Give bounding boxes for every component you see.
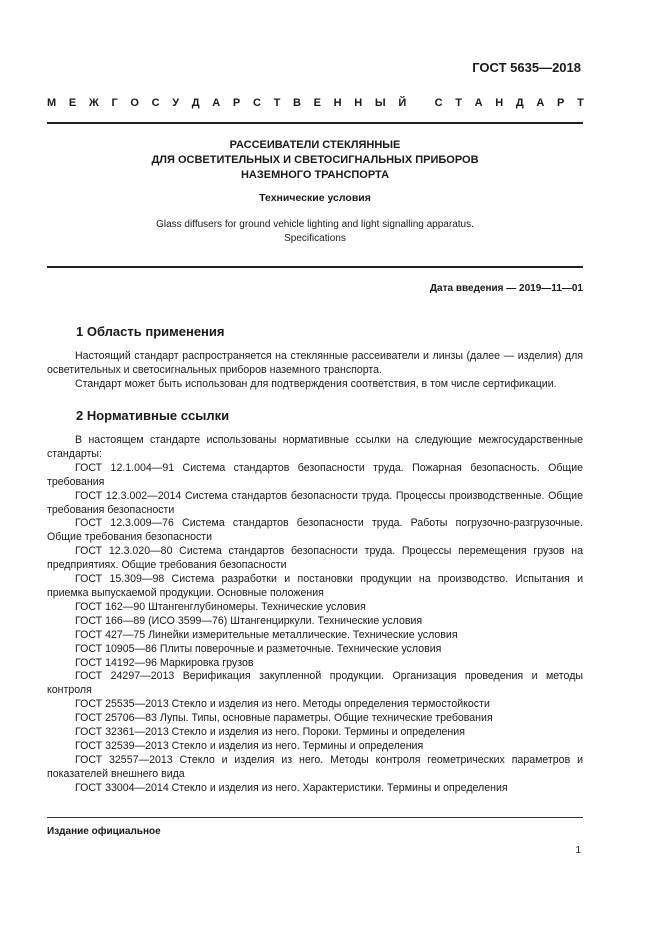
paragraph: В настоящем стандарте использованы нормативные ссылки на следующие межгосударственные стандарты: <box>47 434 583 460</box>
band-letter: Г <box>111 97 118 109</box>
band-letter: Е <box>313 97 321 109</box>
band-letter: Р <box>232 97 241 109</box>
paragraph: Стандарт может быть использован для подтверждения соответствия, в том числе сертификации. <box>75 377 557 390</box>
band-letter: Й <box>398 97 407 109</box>
band-letter: В <box>292 97 301 109</box>
section-heading: 2 Нормативные ссылки <box>76 408 230 423</box>
title-block <box>47 138 583 183</box>
english-title-line: Specifications <box>284 233 346 244</box>
title-line: ДЛЯ ОСВЕТИТЕЛЬНЫХ И СВЕТОСИГНАЛЬНЫХ ПРИБОРОВ <box>151 154 479 166</box>
band-letter: Р <box>557 97 565 109</box>
band-letter: С <box>434 97 443 109</box>
band-letter: Н <box>495 97 504 109</box>
title-rule <box>47 266 583 268</box>
reference-item: ГОСТ 25706—83 Лупы. Типы, основные параметры. Общие технические требования <box>75 712 493 725</box>
reference-item: ГОСТ 12.3.009—76 Система стандартов безопасности труда. Работы погрузочно-разгрузочные. Общие требования безопасности <box>47 517 583 544</box>
band-letter: Д <box>191 97 200 109</box>
band-letter: А <box>536 97 545 109</box>
standard-type-band <box>47 97 584 109</box>
references-list <box>47 434 583 796</box>
section-body <box>47 350 583 392</box>
band-letter: С <box>252 97 261 109</box>
band-letter: А <box>474 97 483 109</box>
band-letter: Т <box>577 97 584 109</box>
english-title-line: Glass diffusers for ground vehicle lighting and light signalling apparatus. <box>156 219 474 230</box>
reference-item: ГОСТ 32361—2013 Стекло и изделия из него. Пороки. Термины и определения <box>75 726 465 739</box>
band-letter: М <box>47 97 57 109</box>
reference-item: ГОСТ 162—90 Штангенглубиномеры. Технические условия <box>75 600 366 613</box>
band-letter: Т <box>455 97 462 109</box>
title-line: РАССЕИВАТЕЛИ СТЕКЛЯННЫЕ <box>229 139 401 151</box>
band-letter: О <box>130 97 139 109</box>
header-rule <box>47 122 583 124</box>
reference-item: ГОСТ 12.1.004—91 Система стандартов безопасности труда. Пожарная безопасность. Общие требования <box>47 461 583 488</box>
reference-item: ГОСТ 15.309—98 Система разработки и постановки продукции на производство. Испытания и приемка выпускаемой продукции. Основные положения <box>47 573 583 599</box>
english-title <box>47 218 583 246</box>
reference-item: ГОСТ 24297—2013 Верификация закупленной продукции. Организация проведения и методы контроля <box>47 670 583 697</box>
gost-code: ГОСТ 5635—2018 <box>472 60 581 75</box>
band-letter: Н <box>354 97 363 109</box>
reference-item: ГОСТ 10905—86 Плиты поверочные и разметочные. Технические условия <box>75 642 442 655</box>
reference-item: ГОСТ 32557—2013 Стекло и изделия из него. Методы контроля геометрических параметров и показателей внешнего вида <box>47 753 583 780</box>
band-letter: Ж <box>88 97 99 109</box>
band-letter: Д <box>515 97 524 109</box>
band-gap <box>419 97 422 109</box>
official-edition-note: Издание официальное <box>47 826 161 837</box>
reference-item: ГОСТ 427—75 Линейки измерительные металлические. Технические условия <box>75 628 458 641</box>
section-heading: 1 Область применения <box>76 324 225 339</box>
reference-item: ГОСТ 33004—2014 Стекло и изделия из него. Характеристики. Термины и определения <box>75 781 508 794</box>
effective-date: Дата введения — 2019—11—01 <box>429 283 583 294</box>
reference-item: ГОСТ 14192—96 Маркировка грузов <box>75 656 254 669</box>
reference-item: ГОСТ 12.3.020—80 Система стандартов безопасности труда. Процессы перемещения грузов на предприятиях. Общие требования безопасности <box>47 545 583 572</box>
band-letter: С <box>151 97 160 109</box>
paragraph: Настоящий стандарт распространяется на стеклянные рассеиватели и линзы (далее — изделия) для осветительных и светосигнальных приборов наземного транспорта. <box>47 350 583 376</box>
title-line: НАЗЕМНОГО ТРАНСПОРТА <box>240 169 390 181</box>
footer-rule <box>47 817 583 818</box>
reference-item: ГОСТ 25535—2013 Стекло и изделия из него. Методы определения термостойкости <box>75 698 490 711</box>
band-letter: Ы <box>374 97 386 109</box>
reference-item: ГОСТ 166—89 (ИСО 3599—76) Штангенциркули. Технические условия <box>75 614 423 627</box>
page-number: 1 <box>575 845 581 856</box>
subtitle: Технические условия <box>259 192 371 204</box>
band-letter: Н <box>333 97 342 109</box>
reference-item: ГОСТ 32539—2013 Стекло и изделия из него. Термины и определения <box>75 739 424 752</box>
reference-item: ГОСТ 12.3.002—2014 Система стандартов безопасности труда. Процессы производственные. Общие требования безопасности <box>47 489 583 516</box>
band-letter: Е <box>68 97 77 109</box>
band-letter: Т <box>273 97 281 109</box>
band-letter: У <box>172 97 180 109</box>
band-letter: А <box>212 97 221 109</box>
